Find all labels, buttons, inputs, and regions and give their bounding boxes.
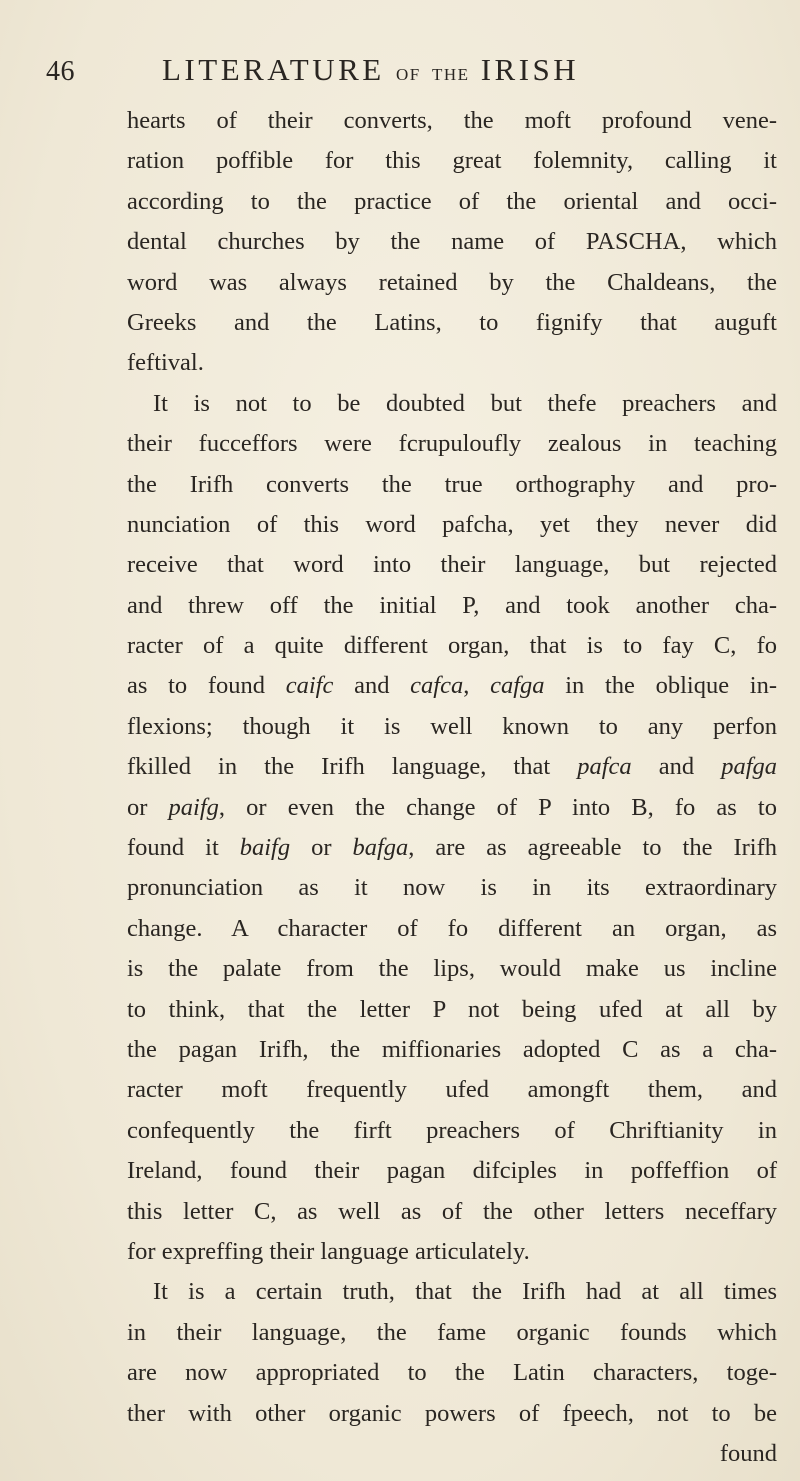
text-line [127,707,777,747]
text-run: hearts of their converts, the moft profound vene- [127,107,777,134]
text-line [127,505,777,545]
text-run: racter moft frequently ufed amongft them, and [127,1076,777,1104]
text-line [127,626,777,666]
text-line [127,1030,777,1070]
italic-word: baifg [239,834,291,862]
text-run: or [127,793,169,821]
text-run: and [333,672,411,700]
text-run: Greeks and the Latins, to fignify that auguft [127,308,777,336]
italic-word: cafga [490,672,545,700]
text-run: fkilled in the Irifh language, that [127,753,578,781]
text-run: flexions; though it is well known to any perfon [127,712,777,740]
text-line [127,949,777,989]
text-run: racter of a quite different organ, that is to fay C, fo [127,632,777,660]
text-line [127,182,777,222]
text-run: found [719,1439,777,1467]
text-line [127,747,777,787]
text-run: is the palate from the lips, would make us incline [127,955,777,983]
text-run: receive that word into their language, but rejected [127,551,777,579]
text-line [127,1272,777,1312]
text-line [127,666,777,706]
running-head [46,52,786,96]
text-line [127,424,777,464]
italic-word: paifg [168,793,219,821]
text-run: the Irifh converts the true orthography and pro- [127,470,777,498]
text-line [127,384,777,424]
running-title [162,52,579,88]
text-line [127,545,777,585]
text-run: according to the practice of the oriental and occi- [127,187,777,215]
text-run: this letter C, as well as of the other letters neceffary [127,1197,777,1225]
text-line [127,1192,777,1232]
text-run: ration poffible for this great folemnity, calling it [127,147,777,175]
text-run: dental churches by the name of PASCHA, which [127,228,777,256]
text-run: , [463,672,491,700]
text-line [127,222,777,262]
text-line [127,1434,777,1474]
text-run: change. A character of fo different an organ, as [127,914,777,942]
text-line [127,828,777,868]
text-line [127,1151,777,1191]
text-line [127,1394,777,1434]
text-line [127,303,777,343]
title-literature: LITERATURE [162,52,385,87]
text-line [127,465,777,505]
text-line [127,1070,777,1110]
text-run: pronunciation as it now is in its extraordinary [127,874,777,902]
text-run: ther with other organic powers of fpeech, not to be [127,1399,777,1427]
text-line [127,141,777,181]
italic-word: caifc [285,672,334,700]
text-run: or [290,834,353,862]
text-line [127,343,777,383]
italic-word: pafga [721,753,777,781]
page-number: 46 [46,56,75,87]
text-line [127,263,777,303]
text-run: their fucceffors were fcrupuloufly zealous in teaching [127,430,777,458]
text-run: as to found [127,672,286,700]
text-run: to think, that the letter P not being ufed at all by [127,995,777,1023]
text-run: and [631,753,722,781]
text-line [127,909,777,949]
text-line [127,101,777,141]
text-run: and threw off the initial P, and took another cha- [127,591,777,619]
text-run: in the oblique in- [544,672,778,700]
text-run: It is not to be doubted but thefe preachers and [153,389,777,417]
text-run: confequently the firft preachers of Chriftianity in [127,1116,777,1144]
text-run: in their language, the fame organic founds which [127,1318,777,1346]
body-text [127,101,777,1474]
italic-word: cafca [410,672,464,700]
text-line [127,868,777,908]
text-run: for expreffing their language articulately. [127,1237,530,1265]
text-line [127,788,777,828]
text-run: Ireland, found their pagan difciples in poffeffion of [127,1157,777,1185]
title-of: OF [395,65,421,84]
text-run: the pagan Irifh, the miffionaries adopted C as a cha- [127,1035,777,1063]
title-irish: IRISH [480,52,580,87]
text-line [127,1232,777,1272]
text-run: , or even the change of P into B, fo as to [218,793,777,821]
text-run: word was always retained by the Chaldeans, the [127,268,777,296]
text-line [127,1111,777,1151]
text-run: , are as agreeable to the Irifh [408,834,777,862]
title-the: THE [431,65,470,84]
italic-word: pafca [577,753,632,781]
text-run: It is a certain truth, that the Irifh had at all times [153,1278,777,1306]
text-line [127,586,777,626]
text-run: are now appropriated to the Latin characters, toge- [127,1359,777,1387]
text-line [127,1353,777,1393]
text-run: found it [127,834,240,862]
text-line [127,990,777,1030]
text-run: feftival. [127,349,204,377]
italic-word: bafga [352,834,409,862]
text-line [127,1313,777,1353]
text-run: nunciation of this word pafcha, yet they never did [127,510,777,538]
